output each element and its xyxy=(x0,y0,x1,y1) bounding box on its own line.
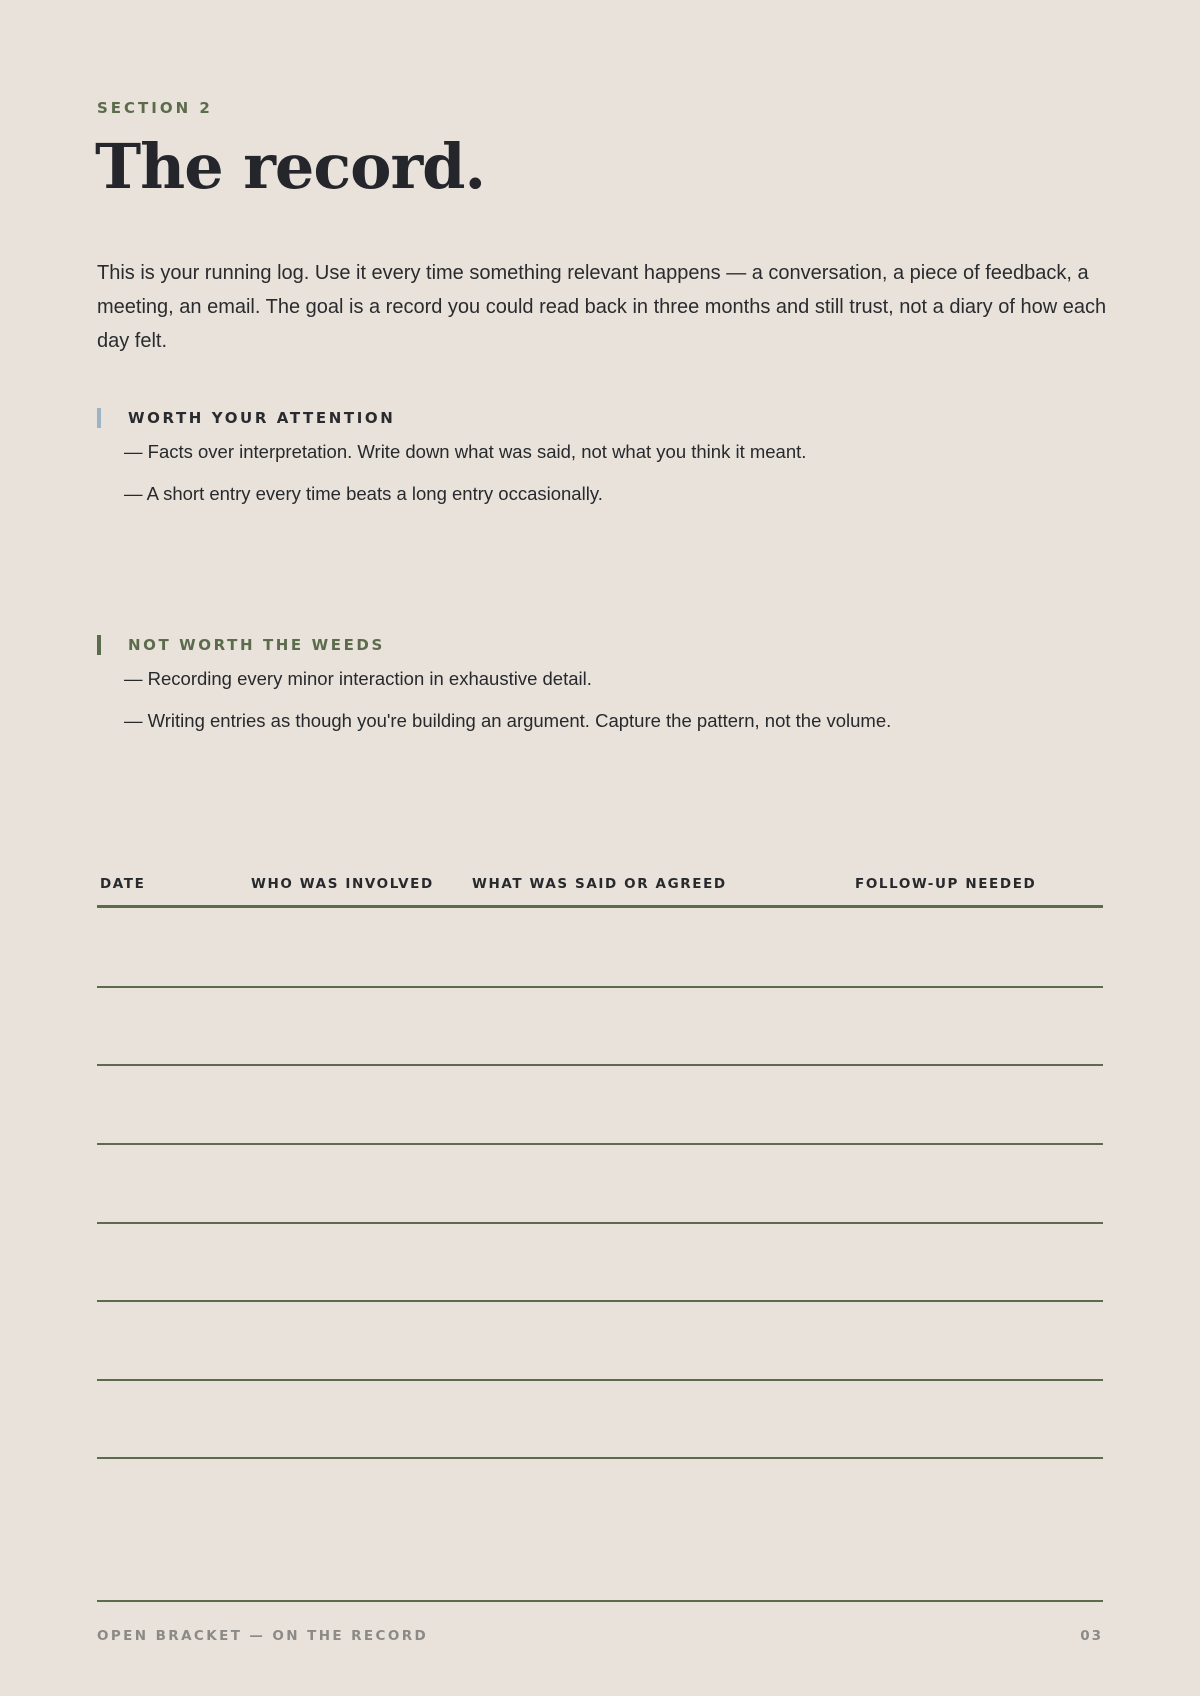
page-title: The record. xyxy=(95,130,486,203)
callout-item: — Writing entries as though you're building an argument. Capture the pattern, not the volume. xyxy=(124,710,892,731)
log-row-line[interactable] xyxy=(97,1143,1103,1145)
footer-rule xyxy=(97,1600,1103,1602)
column-header-date: DATE xyxy=(100,876,146,892)
callout-accent-bar xyxy=(97,635,101,655)
callout-heading: NOT WORTH THE WEEDS xyxy=(128,636,385,654)
column-header-what: WHAT WAS SAID OR AGREED xyxy=(472,876,727,892)
page-number: 03 xyxy=(1080,1628,1103,1644)
callout-item: — A short entry every time beats a long entry occasionally. xyxy=(124,483,603,504)
log-row-line[interactable] xyxy=(97,1379,1103,1381)
intro-paragraph: This is your running log. Use it every time something relevant happens — a conversation, a piece of feedback, a meeting, an email. The goal is a record you could read back in three months and still trust, not a diary of how each day felt. xyxy=(97,262,1107,352)
header-rule xyxy=(97,905,1103,908)
callout-item: — Recording every minor interaction in exhaustive detail. xyxy=(124,668,592,689)
log-row-line[interactable] xyxy=(97,1222,1103,1224)
footer-title: OPEN BRACKET — ON THE RECORD xyxy=(97,1628,429,1644)
log-row-line[interactable] xyxy=(97,1300,1103,1302)
log-row-line[interactable] xyxy=(97,1457,1103,1459)
callout-item: — Facts over interpretation. Write down what was said, not what you think it meant. xyxy=(124,441,807,462)
log-row-line[interactable] xyxy=(97,986,1103,988)
section-eyebrow: SECTION 2 xyxy=(97,99,213,117)
callout-accent-bar xyxy=(97,408,101,428)
column-header-who: WHO WAS INVOLVED xyxy=(251,876,434,892)
column-header-follow-up: FOLLOW-UP NEEDED xyxy=(855,876,1037,892)
log-row-line[interactable] xyxy=(97,1064,1103,1066)
log-table-header xyxy=(97,876,1103,896)
callout-heading: WORTH YOUR ATTENTION xyxy=(128,409,396,427)
